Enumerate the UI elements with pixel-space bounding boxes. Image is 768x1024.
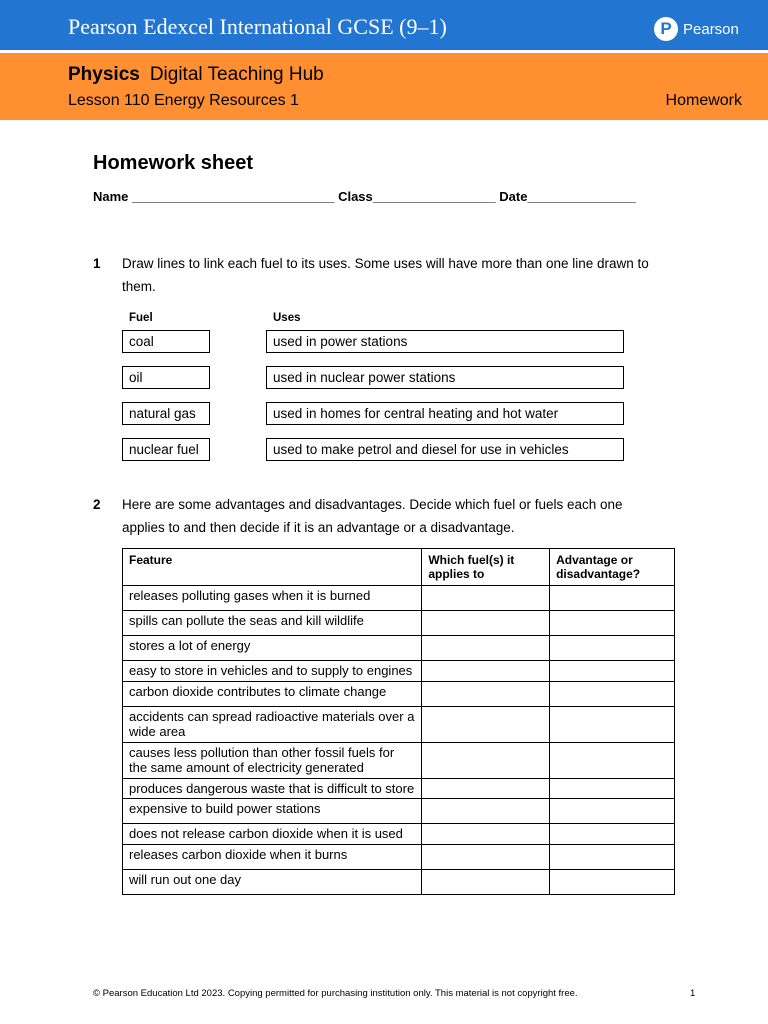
table-row (123, 844, 675, 869)
fuel-answer-cell[interactable] (422, 681, 550, 706)
fuel-answer-cell[interactable] (422, 742, 550, 778)
advantage-answer-cell[interactable] (550, 681, 675, 706)
fuel-answer-cell[interactable] (422, 706, 550, 742)
question-2-text: Here are some advantages and disadvantages. Decide which fuel or fuels each one applies to and then decide if it is an advantage or a disadvantage. (122, 497, 623, 535)
fuel-box-oil: oil (122, 366, 210, 389)
feature-cell: easy to store in vehicles and to supply to engines (123, 661, 422, 682)
features-table (122, 548, 675, 895)
feature-cell: releases carbon dioxide when it burns (123, 844, 422, 869)
fuel-answer-cell[interactable] (422, 844, 550, 869)
page-number: 1 (690, 988, 696, 999)
question-2-number: 2 (93, 497, 101, 512)
table-row (123, 661, 675, 682)
feature-cell: produces dangerous waste that is difficult to store (123, 778, 422, 799)
pearson-logo (654, 17, 739, 41)
top-banner (0, 0, 768, 50)
fuel-answer-cell[interactable] (422, 661, 550, 682)
use-box-power-stations: used in power stations (266, 330, 624, 353)
sheet-title: Homework sheet (93, 152, 254, 174)
lesson-title: Lesson 110 Energy Resources 1 (68, 92, 299, 109)
table-row (123, 681, 675, 706)
advantage-answer-cell[interactable] (550, 844, 675, 869)
advantage-answer-cell[interactable] (550, 586, 675, 611)
feature-cell: carbon dioxide contributes to climate change (123, 681, 422, 706)
fuel-answer-cell[interactable] (422, 778, 550, 799)
fuel-column-header: Fuel (129, 312, 153, 324)
use-box-nuclear-power-stations: used in nuclear power stations (266, 366, 624, 389)
advantage-answer-cell[interactable] (550, 824, 675, 845)
feature-cell: does not release carbon dioxide when it is used (123, 824, 422, 845)
fuel-answer-cell[interactable] (422, 586, 550, 611)
feature-header: Feature (123, 549, 422, 586)
subject-banner (0, 53, 768, 120)
fuel-box-nuclear-fuel: nuclear fuel (122, 438, 210, 461)
table-header-row (123, 549, 675, 586)
feature-cell: expensive to build power stations (123, 799, 422, 824)
fuel-box-coal: coal (122, 330, 210, 353)
fuel-header: Which fuel(s) it applies to (422, 549, 550, 586)
pearson-logo-icon: P (654, 17, 678, 41)
fuel-answer-cell[interactable] (422, 824, 550, 845)
fuel-answer-cell[interactable] (422, 869, 550, 894)
use-box-central-heating: used in homes for central heating and hot water (266, 402, 624, 425)
table-row (123, 706, 675, 742)
fuel-box-natural-gas: natural gas (122, 402, 210, 425)
advantage-answer-cell[interactable] (550, 869, 675, 894)
advantage-answer-cell[interactable] (550, 636, 675, 661)
table-row (123, 636, 675, 661)
feature-cell: will run out one day (123, 869, 422, 894)
table-row (123, 869, 675, 894)
subject-line (68, 64, 324, 86)
advantage-answer-cell[interactable] (550, 742, 675, 778)
feature-cell: causes less pollution than other fossil fuels for the same amount of electricity generated (123, 742, 422, 778)
table-row (123, 778, 675, 799)
feature-cell: spills can pollute the seas and kill wildlife (123, 611, 422, 636)
copyright-footer: © Pearson Education Ltd 2023. Copying permitted for purchasing institution only. This material is not copyright free. (93, 988, 578, 999)
hub-name: Digital Teaching Hub (149, 64, 324, 85)
fuel-answer-cell[interactable] (422, 636, 550, 661)
advantage-answer-cell[interactable] (550, 661, 675, 682)
table-row (123, 799, 675, 824)
advantage-answer-cell[interactable] (550, 799, 675, 824)
name-class-date-line: Name ____________________________ Class_________________ Date_______________ (93, 189, 636, 204)
uses-column-header: Uses (273, 312, 301, 324)
table-row (123, 742, 675, 778)
subject-name: Physics (68, 64, 140, 85)
table-row (123, 611, 675, 636)
fuel-answer-cell[interactable] (422, 611, 550, 636)
table-row (123, 586, 675, 611)
advantage-header: Advantage or disadvantage? (550, 549, 675, 586)
advantage-answer-cell[interactable] (550, 611, 675, 636)
homework-tag: Homework (665, 92, 742, 109)
table-row (123, 824, 675, 845)
question-1-text: Draw lines to link each fuel to its uses. Some uses will have more than one line drawn to them. (122, 256, 649, 294)
advantage-answer-cell[interactable] (550, 706, 675, 742)
question-1-number: 1 (93, 256, 101, 271)
feature-cell: releases polluting gases when it is burned (123, 586, 422, 611)
advantage-answer-cell[interactable] (550, 778, 675, 799)
pearson-logo-text: Pearson (683, 20, 739, 38)
feature-cell: accidents can spread radioactive materials over a wide area (123, 706, 422, 742)
fuel-answer-cell[interactable] (422, 799, 550, 824)
use-box-petrol-diesel: used to make petrol and diesel for use in vehicles (266, 438, 624, 461)
feature-cell: stores a lot of energy (123, 636, 422, 661)
qualification-title: Pearson Edexcel International GCSE (9–1) (68, 14, 447, 39)
